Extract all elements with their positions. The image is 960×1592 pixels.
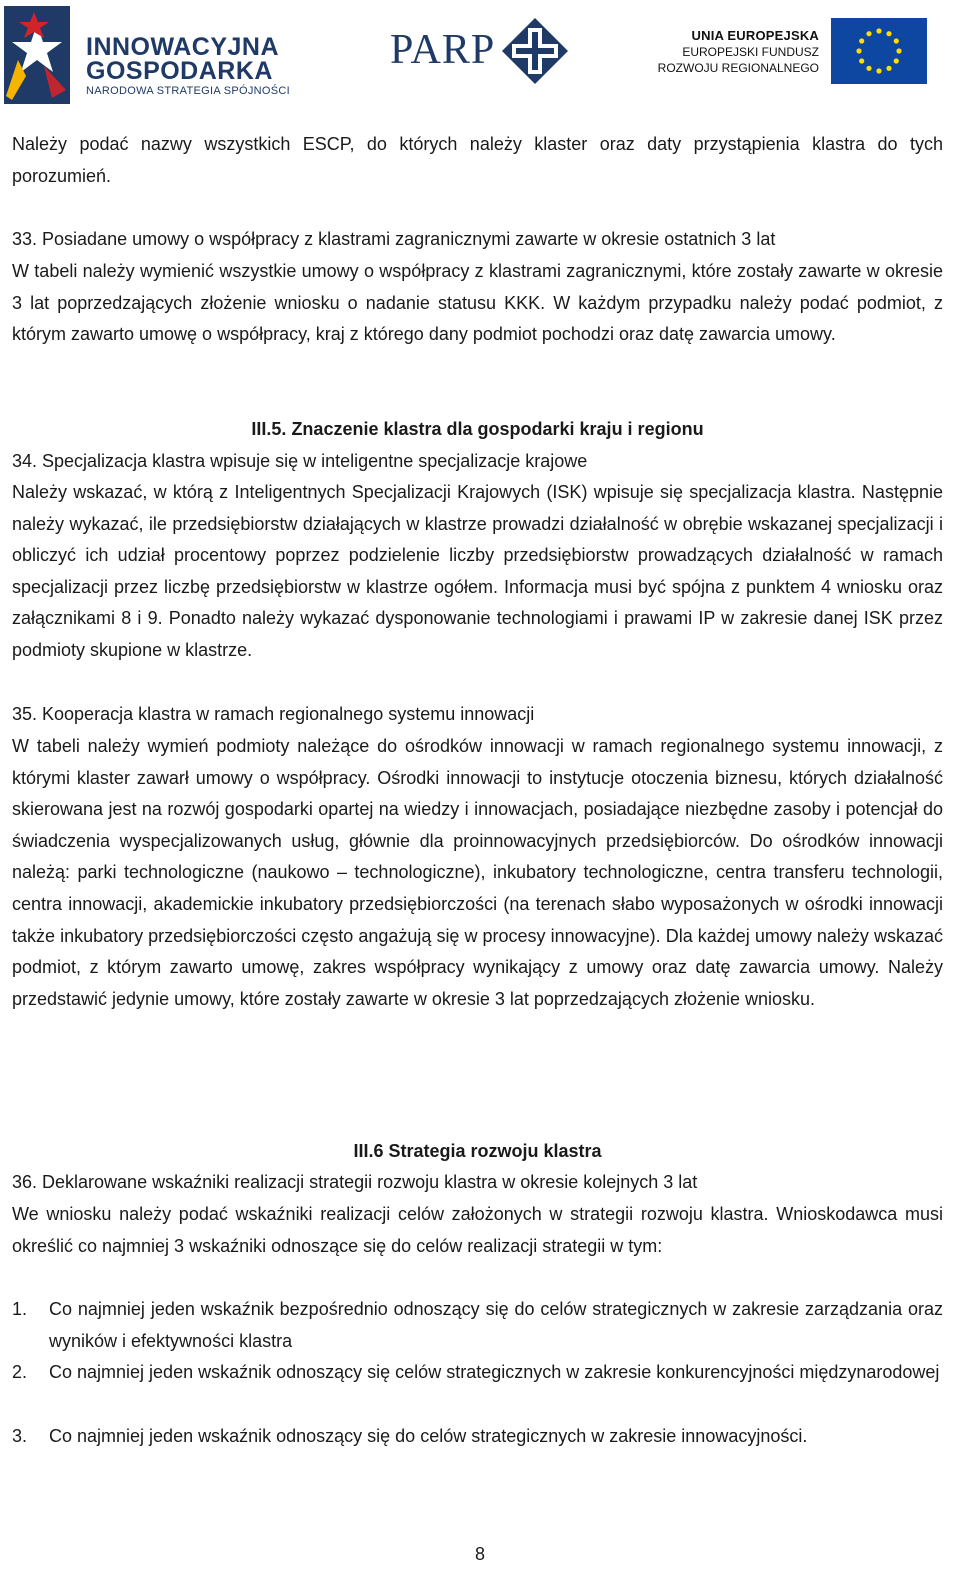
eu-flag-icon xyxy=(831,18,927,84)
list-item-text: Co najmniej jeden wskaźnik odnoszący się celów strategicznych w zakresie konkurencyjności międzynarodowej xyxy=(49,1362,940,1382)
paragraph-escp: Należy podać nazwy wszystkich ESCP, do których należy klaster oraz daty przystąpienia klastra do tych porozumień. xyxy=(12,134,943,186)
item-33-text: W tabeli należy wymienić wszystkie umowy o współpracy z klastrami zagranicznymi, które zostały zawarte w okresie 3 lat poprzedzających złożenie wniosku o nadanie statusu KKK. W każdym przypadku należy podać podmiot, z którym zawarto umowę o współpracy, kraj z którego dany podmiot pochodzi oraz datę zawarcia umowy. xyxy=(12,261,943,345)
parp-logo xyxy=(390,18,570,84)
list-item xyxy=(12,1294,943,1357)
section-heading-iii5: III.5. Znaczenie klastra dla gospodarki kraju i regionu xyxy=(251,419,704,439)
list-item xyxy=(12,1357,943,1389)
eu-logo xyxy=(655,18,927,88)
item-34-title: 34. Specjalizacja klastra wpisuje się w inteligentne specjalizacje krajowe xyxy=(12,451,588,471)
item-33-title: 33. Posiadane umowy o współpracy z klastrami zagranicznymi zawarte w okresie ostatnich 3 lat xyxy=(12,229,776,249)
item-35-title: 35. Kooperacja klastra w ramach regionalnego systemu innowacji xyxy=(12,704,535,724)
list-item-number: 1. xyxy=(12,1299,28,1319)
parp-diamond-icon xyxy=(502,18,568,84)
eu-text-line2: EUROPEJSKI FUNDUSZ xyxy=(682,45,819,59)
logo-text-line3: NARODOWA STRATEGIA SPÓJNOŚCI xyxy=(86,85,290,97)
item-35-text: W tabeli należy wymień podmioty należące do ośrodków innowacji w ramach regionalnego systemu innowacji, z którymi klaster zawarł umowy o współpracy. Ośrodki innowacji to instytucje otoczenia biznesu, których działalność skierowana jest na rozwój gospodarki opartej na wiedzy i innowacjach, posiadające niezbędne zasoby i potencjał do świadczenia wyspecjalizowanych usług, głównie dla proinnowacyjnych przedsiębiorców. Do ośrodków innowacji należą: parki technologiczne (naukowo – technologiczne), inkubatory technologiczne, centra transferu technologii, centra innowacji, akademickie inkubatory przedsiębiorczości (na terenach słabo wyposażonych w ośrodki innowacji także inkubatory przedsiębiorczości często angażują się w procesy innowacyjne). Dla każdej umowy należy wskazać podmiot, z którym zawarto umowę, zakres współpracy wynikający z umowy oraz datę zawarcia umowy. Należy przedstawić jedynie umowy, które zostały zawarte w okresie 3 lat poprzedzających złożenie wniosku. xyxy=(12,736,943,1009)
page-number: 8 xyxy=(474,1544,485,1564)
item-34-text: Należy wskazać, w którą z Inteligentnych Specjalizacji Krajowych (ISK) wpisuje się specjalizacja klastra. Następnie należy wykazać, ile przedsiębiorstw działających w klastrze prowadzi działalność w obrębie wskazanej specjalizacji i obliczyć ich udział procentowy poprzez podzielenie liczby przedsiębiorstw prowadzących działalność w ramach specjalizacji przez liczbę przedsiębiorstw w klastrze ogółem. Informacja musi być spójna z punktem 4 wniosku oraz załącznikami 8 i 9. Ponadto należy wykazać dysponowanie technologiami i prawami IP w zakresie danej ISK przez podmioty skupione w klastrze. xyxy=(12,482,943,660)
logo-text-line2: GOSPODARKA xyxy=(86,57,273,85)
page-header xyxy=(0,0,960,110)
section-heading-iii6: III.6 Strategia rozwoju klastra xyxy=(353,1141,602,1161)
parp-wordmark: PARP xyxy=(390,27,496,73)
list-item-number: 2. xyxy=(12,1362,28,1382)
list-item xyxy=(12,1421,943,1453)
list-item-text: Co najmniej jeden wskaźnik bezpośrednio odnoszący się do celów strategicznych w zakresie zarządzania oraz wyników i efektywności klastra xyxy=(49,1299,943,1351)
innowacyjna-gospodarka-logo xyxy=(4,6,304,104)
eu-text-line3: ROZWOJU REGIONALNEGO xyxy=(657,61,819,75)
item-36-text: We wniosku należy podać wskaźniki realizacji celów założonych w strategii rozwoju klastra. Wnioskodawca musi określić co najmniej 3 wskaźniki odnoszące się do celów realizacji strategii w tym: xyxy=(12,1204,943,1256)
logo-text-line1: INNOWACYJNA xyxy=(86,33,280,61)
item-36-title: 36. Deklarowane wskaźniki realizacji strategii rozwoju klastra w okresie kolejnych 3 lat xyxy=(12,1172,698,1192)
eu-text-line1: UNIA EUROPEJSKA xyxy=(691,28,819,43)
star-logo-icon xyxy=(4,6,70,104)
list-item-number: 3. xyxy=(12,1426,28,1446)
list-item-text: Co najmniej jeden wskaźnik odnoszący się do celów strategicznych w zakresie innowacyjności. xyxy=(49,1426,808,1446)
